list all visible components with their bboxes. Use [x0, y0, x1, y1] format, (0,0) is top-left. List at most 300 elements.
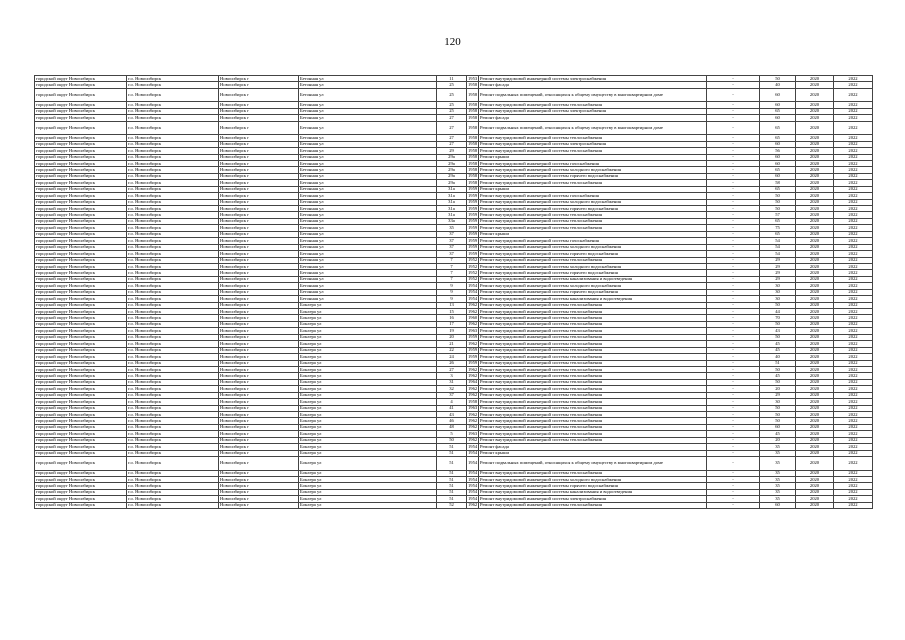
settlement-cell: г.о. Новосибирск [127, 296, 219, 302]
work-type-cell: Ремонт внутридомовой инженерной системы канализования и водоотведения [479, 296, 707, 302]
start-year-cell: 2020 [796, 418, 834, 424]
end-year-cell: 2022 [834, 379, 873, 385]
work-type-cell: Ремонт внутридомовой инженерной системы теплоснабжения [479, 379, 707, 385]
blank-cell: - [707, 334, 760, 340]
house-cell: 27 [437, 366, 467, 372]
work-type-cell: Ремонт внутридомовой инженерной системы газоснабжения [479, 238, 707, 244]
city-cell: Новосибирск г [219, 424, 299, 430]
blank-cell: - [707, 154, 760, 160]
city-cell: Новосибирск г [219, 418, 299, 424]
street-cell: Бетонная ул [299, 225, 437, 231]
municipality-cell: городской округ Новосибирск [35, 276, 127, 282]
start-year-cell: 2020 [796, 108, 834, 114]
street-cell: Боклера ул [299, 399, 437, 405]
work-type-cell: Ремонт крыши [479, 450, 707, 456]
settlement-cell: г.о. Новосибирск [127, 302, 219, 308]
city-cell: Новосибирск г [219, 392, 299, 398]
start-year-cell: 2020 [796, 76, 834, 82]
street-cell: Бетонная ул [299, 283, 437, 289]
work-type-cell: Ремонт подвальных помещений, относящихся к общему имуществу в многоквартирном доме [479, 457, 707, 471]
street-cell: Бетонная ул [299, 206, 437, 212]
end-year-cell: 2022 [834, 218, 873, 224]
house-cell: 51 [437, 450, 467, 456]
end-year-cell: 2022 [834, 180, 873, 186]
start-year-cell: 2020 [796, 141, 834, 147]
cost-cell: 56 [760, 148, 796, 154]
end-year-cell: 2022 [834, 424, 873, 430]
house-cell: 7 [437, 270, 467, 276]
year-cell: 1959 [468, 231, 478, 237]
municipality-cell: городской округ Новосибирск [35, 160, 127, 166]
work-type-cell: Ремонт крыши [479, 186, 707, 192]
house-cell: 24 [437, 354, 467, 360]
year-cell: 1959 [468, 334, 478, 340]
repair-registry-table [34, 75, 873, 509]
street-cell: Боклера ул [299, 379, 437, 385]
house-cell: 5 [437, 431, 467, 437]
municipality-cell: городской округ Новосибирск [35, 496, 127, 502]
city-cell: Новосибирск г [219, 347, 299, 353]
house-cell: 26 [437, 360, 467, 366]
city-cell: Новосибирск г [219, 88, 299, 102]
settlement-cell: г.о. Новосибирск [127, 496, 219, 502]
start-year-cell: 2020 [796, 470, 834, 476]
municipality-cell: городской округ Новосибирск [35, 283, 127, 289]
settlement-cell: г.о. Новосибирск [127, 437, 219, 443]
municipality-cell: городской округ Новосибирск [35, 141, 127, 147]
year-cell: 1963 [468, 327, 478, 333]
work-type-cell: Ремонт внутридомовой инженерной системы горячего водоснабжения [479, 483, 707, 489]
work-type-cell: Ремонт внутридомовой инженерной системы канализования и водоотведения [479, 276, 707, 282]
house-cell: 43 [437, 412, 467, 418]
cost-cell: 60 [760, 173, 796, 179]
blank-cell: - [707, 405, 760, 411]
blank-cell: - [707, 437, 760, 443]
city-cell: Новосибирск г [219, 76, 299, 82]
city-cell: Новосибирск г [219, 444, 299, 450]
settlement-cell: г.о. Новосибирск [127, 373, 219, 379]
blank-cell: - [707, 167, 760, 173]
street-cell: Боклера ул [299, 412, 437, 418]
blank-cell: - [707, 354, 760, 360]
settlement-cell: г.о. Новосибирск [127, 238, 219, 244]
cost-cell: 50 [760, 193, 796, 199]
end-year-cell: 2022 [834, 141, 873, 147]
end-year-cell: 2022 [834, 405, 873, 411]
city-cell: Новосибирск г [219, 121, 299, 135]
municipality-cell: городской округ Новосибирск [35, 334, 127, 340]
municipality-cell: городской округ Новосибирск [35, 347, 127, 353]
blank-cell: - [707, 206, 760, 212]
settlement-cell: г.о. Новосибирск [127, 102, 219, 108]
end-year-cell: 2022 [834, 173, 873, 179]
street-cell: Бетонная ул [299, 154, 437, 160]
cost-cell: 60 [760, 88, 796, 102]
end-year-cell: 2022 [834, 502, 873, 508]
house-cell: 4 [437, 399, 467, 405]
blank-cell: - [707, 309, 760, 315]
year-cell: 1959 [468, 212, 478, 218]
municipality-cell: городской округ Новосибирск [35, 296, 127, 302]
year-cell: 1962 [468, 411, 478, 417]
blank-cell: - [707, 108, 760, 114]
settlement-cell: г.о. Новосибирск [127, 366, 219, 372]
settlement-cell: г.о. Новосибирск [127, 212, 219, 218]
blank-cell: - [707, 321, 760, 327]
year-cell: 1958 [468, 141, 478, 147]
blank-cell: - [707, 141, 760, 147]
house-cell: 33а [437, 218, 467, 224]
work-type-cell: Ремонт крыши [479, 231, 707, 237]
year-cell: 1959 [468, 186, 478, 192]
start-year-cell: 2020 [796, 483, 834, 489]
year-cell: 1958 [467, 121, 479, 135]
start-year-cell: 2020 [796, 115, 834, 121]
start-year-cell: 2020 [796, 392, 834, 398]
house-cell: 37 [437, 238, 467, 244]
end-year-cell: 2022 [834, 431, 873, 437]
street-cell: Бетонная ул [299, 102, 437, 108]
city-cell: Новосибирск г [219, 373, 299, 379]
house-cell: 37 [437, 244, 467, 250]
cost-cell: 50 [760, 379, 796, 385]
cost-cell: 29 [760, 392, 796, 398]
year-cell: 1954 [468, 450, 478, 456]
start-year-cell: 2020 [796, 206, 834, 212]
start-year-cell: 2020 [796, 283, 834, 289]
house-cell: 25 [437, 88, 467, 102]
cost-cell: 20 [760, 437, 796, 443]
year-cell: 1962 [468, 372, 478, 378]
municipality-cell: городской округ Новосибирск [35, 167, 127, 173]
work-type-cell: Ремонт внутридомовой инженерной системы теплоснабжения [479, 148, 707, 154]
start-year-cell: 2020 [796, 373, 834, 379]
house-cell: 37 [437, 392, 467, 398]
house-cell: 31а [437, 193, 467, 199]
end-year-cell: 2022 [834, 225, 873, 231]
house-cell: 51 [437, 470, 467, 476]
municipality-cell: городской округ Новосибирск [35, 379, 127, 385]
work-type-cell: Ремонт внутридомовой инженерной системы теплоснабжения [479, 366, 707, 372]
house-cell: 3 [437, 373, 467, 379]
work-type-cell: Ремонт внутридомовой инженерной системы теплоснабжения [479, 321, 707, 327]
house-cell: 31а [437, 186, 467, 192]
start-year-cell: 2020 [796, 437, 834, 443]
work-type-cell: Ремонт внутридомовой инженерной системы теплоснабжения [479, 437, 707, 443]
work-type-cell: Ремонт внутридомовой инженерной системы теплоснабжения [479, 302, 707, 308]
end-year-cell: 2022 [834, 302, 873, 308]
work-type-cell: Ремонт внутридомовой инженерной системы теплоснабжения [479, 392, 707, 398]
start-year-cell: 2020 [796, 289, 834, 295]
year-cell: 1962 [468, 418, 478, 424]
work-type-cell: Ремонт внутридомовой инженерной системы горячего водоснабжения [479, 251, 707, 257]
start-year-cell: 2020 [796, 263, 834, 269]
start-year-cell: 2020 [796, 270, 834, 276]
cost-cell: 35 [760, 483, 796, 489]
house-cell: 27 [437, 115, 467, 121]
street-cell: Бетонная ул [299, 121, 437, 135]
year-cell: 1954 [468, 289, 478, 295]
city-cell: Новосибирск г [219, 450, 299, 456]
start-year-cell: 2020 [796, 225, 834, 231]
start-year-cell: 2020 [796, 121, 834, 135]
municipality-cell: городской округ Новосибирск [35, 302, 127, 308]
settlement-cell: г.о. Новосибирск [127, 148, 219, 154]
street-cell: Бетонная ул [299, 296, 437, 302]
cost-cell: 65 [760, 231, 796, 237]
settlement-cell: г.о. Новосибирск [127, 244, 219, 250]
settlement-cell: г.о. Новосибирск [127, 160, 219, 166]
street-cell: Бетонная ул [299, 238, 437, 244]
year-cell: 1958 [468, 134, 478, 140]
blank-cell: - [707, 470, 760, 476]
year-cell: 1959 [468, 205, 478, 211]
municipality-cell: городской округ Новосибирск [35, 437, 127, 443]
municipality-cell: городской округ Новосибирск [35, 354, 127, 360]
work-type-cell: Ремонт внутридомовой инженерной системы теплоснабжения [479, 212, 707, 218]
city-cell: Новосибирск г [219, 193, 299, 199]
cost-cell: 35 [760, 470, 796, 476]
blank-cell: - [707, 502, 760, 508]
cost-cell: 30 [760, 289, 796, 295]
work-type-cell: Ремонт внутридомовой инженерной системы холодного водоснабжения [479, 263, 707, 269]
end-year-cell: 2022 [834, 206, 873, 212]
blank-cell: - [707, 218, 760, 224]
year-cell: 1962 [468, 392, 478, 398]
end-year-cell: 2022 [834, 115, 873, 121]
settlement-cell: г.о. Новосибирск [127, 173, 219, 179]
start-year-cell: 2020 [796, 457, 834, 471]
cost-cell: 50 [760, 321, 796, 327]
municipality-cell: городской округ Новосибирск [35, 360, 127, 366]
cost-cell: 60 [760, 160, 796, 166]
end-year-cell: 2022 [834, 437, 873, 443]
street-cell: Бетонная ул [299, 263, 437, 269]
blank-cell: - [707, 496, 760, 502]
blank-cell: - [707, 193, 760, 199]
blank-cell: - [707, 148, 760, 154]
street-cell: Бетонная ул [299, 276, 437, 282]
cost-cell: 60 [760, 424, 796, 430]
city-cell: Новосибирск г [219, 199, 299, 205]
cost-cell: 65 [760, 135, 796, 141]
cost-cell: 57 [760, 212, 796, 218]
house-cell: 29а [437, 180, 467, 186]
end-year-cell: 2022 [834, 289, 873, 295]
table-row [35, 502, 873, 508]
settlement-cell: г.о. Новосибирск [127, 354, 219, 360]
city-cell: Новосибирск г [219, 218, 299, 224]
city-cell: Новосибирск г [219, 251, 299, 257]
house-cell: 27 [437, 141, 467, 147]
house-cell: 15 [437, 309, 467, 315]
work-type-cell: Ремонт внутридомовой инженерной системы теплоснабжения [479, 347, 707, 353]
street-cell: Бетонная ул [299, 212, 437, 218]
settlement-cell: г.о. Новосибирск [127, 386, 219, 392]
cost-cell: 50 [760, 418, 796, 424]
municipality-cell: городской округ Новосибирск [35, 457, 127, 471]
work-type-cell: Ремонт внутридомовой инженерной системы газоснабжения [479, 193, 707, 199]
street-cell: Бетонная ул [299, 199, 437, 205]
municipality-cell: городской округ Новосибирск [35, 186, 127, 192]
city-cell: Новосибирск г [219, 231, 299, 237]
city-cell: Новосибирск г [219, 431, 299, 437]
street-cell: Боклера ул [299, 334, 437, 340]
settlement-cell: г.о. Новосибирск [127, 167, 219, 173]
municipality-cell: городской округ Новосибирск [35, 366, 127, 372]
street-cell: Боклера ул [299, 354, 437, 360]
year-cell: 1958 [468, 166, 478, 172]
house-cell: 11 [437, 76, 467, 82]
city-cell: Новосибирск г [219, 470, 299, 476]
house-cell: 27 [437, 121, 467, 135]
end-year-cell: 2022 [834, 160, 873, 166]
end-year-cell: 2022 [834, 82, 873, 88]
municipality-cell: городской округ Новосибирск [35, 173, 127, 179]
blank-cell: - [707, 431, 760, 437]
street-cell: Боклера ул [299, 457, 437, 471]
street-cell: Боклера ул [299, 328, 437, 334]
settlement-cell: г.о. Новосибирск [127, 321, 219, 327]
house-cell: 27 [437, 135, 467, 141]
cost-cell: 60 [760, 115, 796, 121]
work-type-cell: Ремонт внутридомовой инженерной системы теплоснабжения [479, 225, 707, 231]
municipality-cell: городской округ Новосибирск [35, 412, 127, 418]
street-cell: Боклера ул [299, 347, 437, 353]
cost-cell: 35 [760, 457, 796, 471]
work-type-cell: Ремонт подвальных помещений, относящихся к общему имуществу в многоквартирном доме [479, 121, 707, 135]
street-cell: Бетонная ул [299, 231, 437, 237]
municipality-cell: городской округ Новосибирск [35, 193, 127, 199]
end-year-cell: 2022 [834, 121, 873, 135]
year-cell: 1958 [468, 114, 478, 120]
end-year-cell: 2022 [834, 154, 873, 160]
house-cell: 25 [437, 108, 467, 114]
settlement-cell: г.о. Новосибирск [127, 424, 219, 430]
city-cell: Новосибирск г [219, 315, 299, 321]
cost-cell: 50 [760, 302, 796, 308]
settlement-cell: г.о. Новосибирск [127, 457, 219, 471]
cost-cell: 65 [760, 218, 796, 224]
municipality-cell: городской округ Новосибирск [35, 399, 127, 405]
settlement-cell: г.о. Новосибирск [127, 193, 219, 199]
city-cell: Новосибирск г [219, 302, 299, 308]
end-year-cell: 2022 [834, 470, 873, 476]
end-year-cell: 2022 [834, 108, 873, 114]
start-year-cell: 2020 [796, 496, 834, 502]
settlement-cell: г.о. Новосибирск [127, 483, 219, 489]
city-cell: Новосибирск г [219, 206, 299, 212]
end-year-cell: 2022 [834, 399, 873, 405]
year-cell: 1958 [468, 108, 478, 114]
city-cell: Новосибирск г [219, 148, 299, 154]
city-cell: Новосибирск г [219, 296, 299, 302]
house-cell: 46 [437, 418, 467, 424]
start-year-cell: 2020 [796, 424, 834, 430]
cost-cell: 29 [760, 257, 796, 263]
city-cell: Новосибирск г [219, 328, 299, 334]
end-year-cell: 2022 [834, 489, 873, 495]
year-cell: 1954 [468, 495, 478, 501]
municipality-cell: городской округ Новосибирск [35, 154, 127, 160]
blank-cell: - [707, 418, 760, 424]
municipality-cell: городской округ Новосибирск [35, 121, 127, 135]
start-year-cell: 2020 [796, 231, 834, 237]
year-cell: 1958 [468, 147, 478, 153]
year-cell: 1962 [468, 424, 478, 430]
city-cell: Новосибирск г [219, 457, 299, 471]
municipality-cell: городской округ Новосибирск [35, 180, 127, 186]
cost-cell: 50 [760, 412, 796, 418]
cost-cell: 65 [760, 121, 796, 135]
settlement-cell: г.о. Новосибирск [127, 502, 219, 508]
year-cell: 1959 [468, 250, 478, 256]
house-cell: 16 [437, 315, 467, 321]
blank-cell: - [707, 399, 760, 405]
cost-cell: 45 [760, 373, 796, 379]
house-cell: 29а [437, 160, 467, 166]
year-cell: 1958 [468, 82, 478, 88]
start-year-cell: 2020 [796, 212, 834, 218]
municipality-cell: городской округ Новосибирск [35, 199, 127, 205]
municipality-cell: городской округ Новосибирск [35, 289, 127, 295]
work-type-cell: Ремонт внутридомовой инженерной системы теплоснабжения [479, 218, 707, 224]
year-cell: 1960 [468, 315, 478, 321]
work-type-cell: Ремонт внутридомовой инженерной системы теплоснабжения [479, 424, 707, 430]
year-cell: 1954 [467, 457, 479, 471]
street-cell: Боклера ул [299, 302, 437, 308]
house-cell: 51 [437, 477, 467, 483]
work-type-cell: Ремонт подвальных помещений, относящихся к общему имуществу в многоквартирном доме [479, 88, 707, 102]
settlement-cell: г.о. Новосибирск [127, 289, 219, 295]
blank-cell: - [707, 180, 760, 186]
end-year-cell: 2022 [834, 328, 873, 334]
year-cell: 1959 [468, 244, 478, 250]
work-type-cell: Ремонт внутридомовой инженерной системы теплоснабжения [479, 431, 707, 437]
city-cell: Новосибирск г [219, 276, 299, 282]
work-type-cell: Ремонт внутридомовой инженерной системы теплоснабжения [479, 334, 707, 340]
municipality-cell: городской округ Новосибирск [35, 444, 127, 450]
house-cell: 9 [437, 289, 467, 295]
work-type-cell: Ремонт внутридомовой инженерной системы холодного водоснабжения [479, 199, 707, 205]
municipality-cell: городской округ Новосибирск [35, 483, 127, 489]
year-cell: 1954 [468, 282, 478, 288]
settlement-cell: г.о. Новосибирск [127, 76, 219, 82]
house-cell: 35 [437, 225, 467, 231]
municipality-cell: городской округ Новосибирск [35, 450, 127, 456]
end-year-cell: 2022 [834, 283, 873, 289]
end-year-cell: 2022 [834, 270, 873, 276]
city-cell: Новосибирск г [219, 167, 299, 173]
settlement-cell: г.о. Новосибирск [127, 276, 219, 282]
municipality-cell: городской округ Новосибирск [35, 405, 127, 411]
settlement-cell: г.о. Новосибирск [127, 444, 219, 450]
house-cell: 31а [437, 206, 467, 212]
settlement-cell: г.о. Новосибирск [127, 263, 219, 269]
end-year-cell: 2022 [834, 483, 873, 489]
municipality-cell: городской округ Новосибирск [35, 225, 127, 231]
street-cell: Бетонная ул [299, 135, 437, 141]
blank-cell: - [707, 477, 760, 483]
municipality-cell: городской округ Новосибирск [35, 341, 127, 347]
street-cell: Боклера ул [299, 502, 437, 508]
street-cell: Боклера ул [299, 431, 437, 437]
blank-cell: - [707, 450, 760, 456]
cost-cell: 65 [760, 167, 796, 173]
municipality-cell: городской округ Новосибирск [35, 392, 127, 398]
city-cell: Новосибирск г [219, 160, 299, 166]
start-year-cell: 2020 [796, 405, 834, 411]
